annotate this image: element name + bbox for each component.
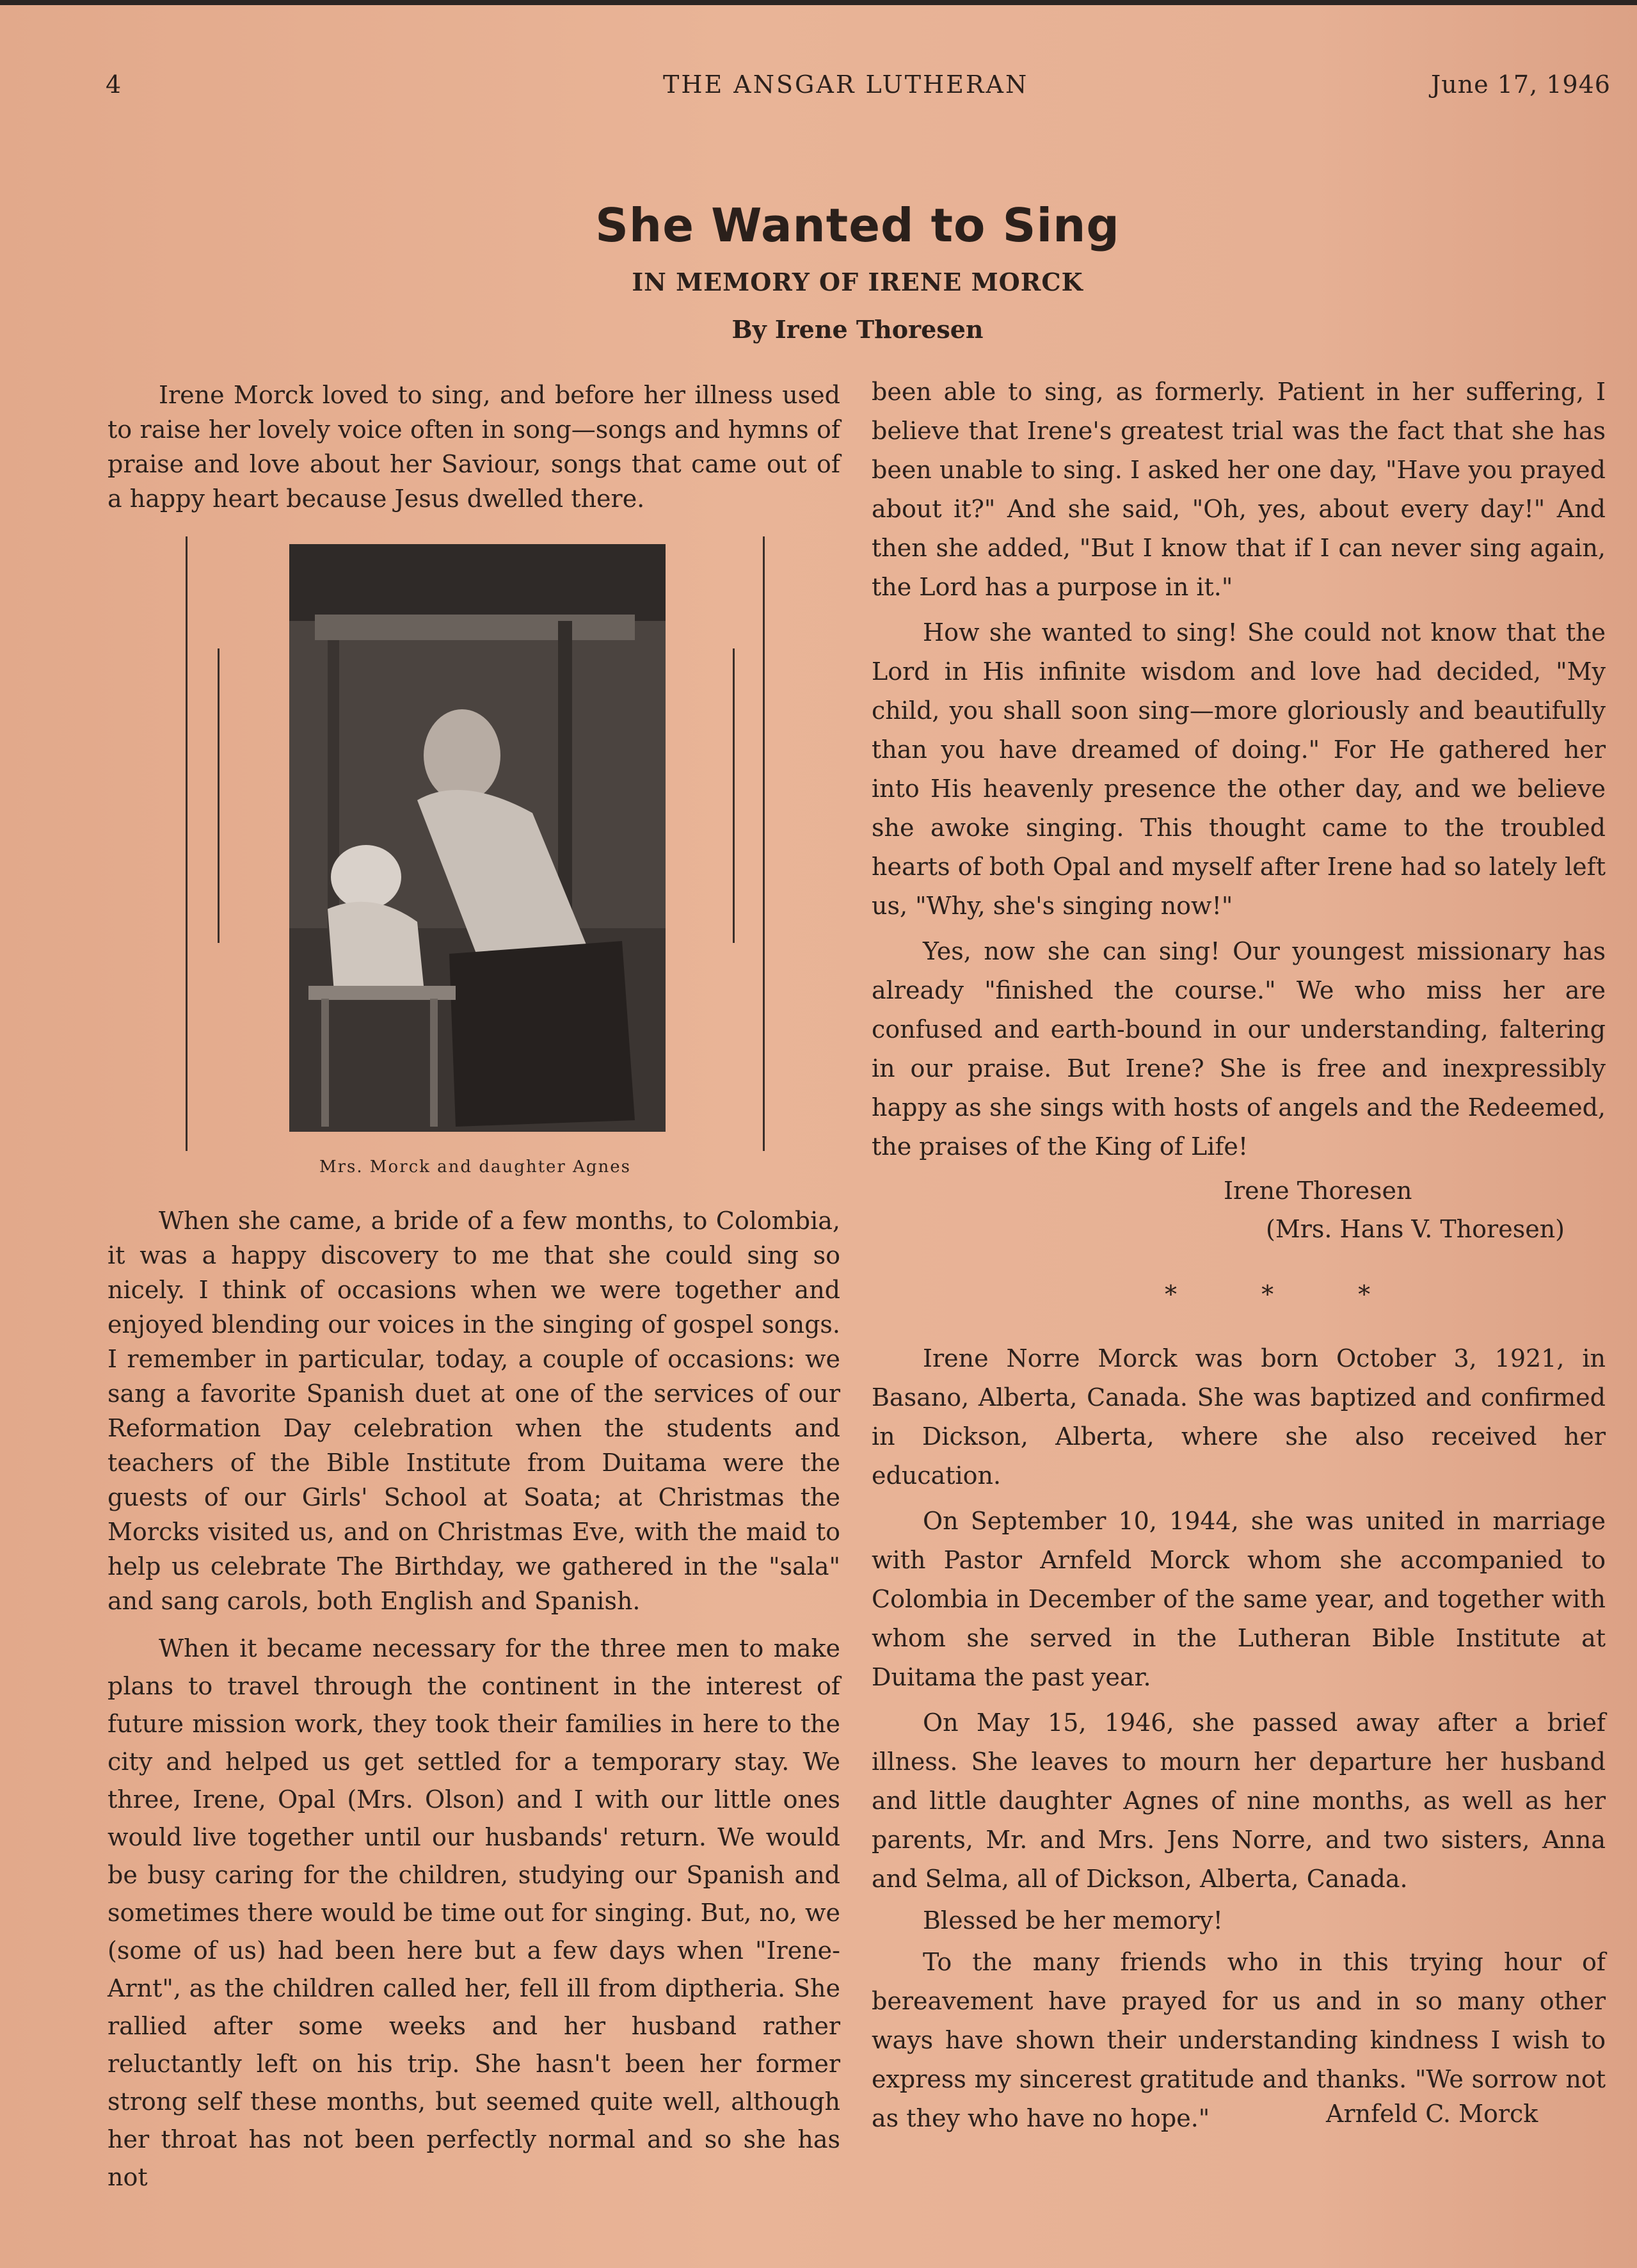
paragraph: When it became necessary for the three men to make plans to travel through the continent in the interest of future mission work, they took their families in here to the city and helped us get settled for a temporary stay. We three, Irene, Opal (Mrs. Olson) and I with our little ones would live together until our husbands' return. We would be busy caring for the children, studying our Spanish and sometimes there would be time out for singing. But, no, we (some of us) had been here but a few days when "Irene-Arnt", as the children called her, fell ill from diptheria. She rallied after some weeks and her husband rather reluctantly left on his trip. She hasn't been her former strong self these months, but seemed quite well, although her throat has not been perfectly normal and so she has not — [108, 1634, 840, 2191]
page-number: 4 — [106, 70, 122, 99]
paragraph: On September 10, 1944, she was united in marriage with Pastor Arnfeld Morck whom she accompanied to Colombia in December of the same year, and together with whom she served in the Lutheran Bible Institute at Duitama the past year. — [872, 1507, 1606, 1691]
paragraph: To the many friends who in this trying hour of bereavement have prayed for us and in so many other ways have shown their understanding kindness I wish to express my sincerest gratitude and thanks. "We sorrow not as they who have no hope." — [872, 1948, 1606, 2132]
section-separator: * * * — [1165, 1280, 1409, 1308]
obituary-section — [872, 1339, 1606, 2138]
article-subtitle: IN MEMORY OF IRENE MORCK — [632, 268, 1083, 296]
issue-date: June 17, 1946 — [1431, 70, 1611, 99]
paragraph: Irene Norre Morck was born October 3, 1921, in Basano, Alberta, Canada. She was baptized and confirmed in Dickson, Alberta, where she also received her education. — [872, 1344, 1606, 1490]
top-border — [0, 0, 1637, 5]
photo-mother-and-daughter — [289, 544, 666, 1132]
paragraph: Yes, now she can sing! Our youngest missionary has already "finished the course." We who miss her are confused and earth-bound in our understanding, faltering in our praise. But Irene? She is free and inexpressibly happy as she sings with hosts of angels and the Redeemed, the praises of the King of Life! — [872, 937, 1606, 1161]
photo-caption: Mrs. Morck and daughter Agnes — [319, 1157, 632, 1177]
signature-author-note: (Mrs. Hans V. Thoresen) — [1266, 1215, 1565, 1243]
right-column-article — [872, 373, 1606, 1166]
paragraph: How she wanted to sing! She could not know that the Lord in His infinite wisdom and love had decided, "My child, you shall soon sing—more gloriously and beautifully than you have dreamed of doing." For He gathered her into His heavenly presence the other day, and we believe she awoke singing. This thought came to the troubled hearts of both Opal and myself after Irene had so lately left us, "Why, she's singing now!" — [872, 618, 1606, 920]
frame-rule-right — [763, 536, 765, 1151]
article-title: She Wanted to Sing — [595, 198, 1120, 252]
left-column-intro — [108, 378, 840, 516]
publication-name: THE ANSGAR LUTHERAN — [663, 70, 1029, 99]
frame-rule-inner-left — [218, 648, 220, 943]
frame-rule-inner-right — [733, 648, 735, 943]
paragraph: When she came, a bride of a few months, to Colombia, it was a happy discovery to me that she could sing so nicely. I think of occasions when we were together and enjoyed blending our voices in the singing of gospel songs. I remember in particular, today, a couple of occasions: we sang a favorite Spanish duet at one of the services of our Reformation Day celebration when the students and teachers of the Bible Institute from Duitama were the guests of our Girls' School at Soata; at Christmas the Morcks visited us, and on Christmas Eve, with the maid to help us celebrate The Birthday, we gathered in the "sala" and sang carols, both English and Spanish. — [108, 1207, 840, 1615]
frame-rule-left — [186, 536, 188, 1151]
paragraph: On May 15, 1946, she passed away after a brief illness. She leaves to mourn her departure her husband and little daughter Agnes of nine months, as well as her parents, Mr. and Mrs. Jens Norre, and two sisters, Anna and Selma, all of Dickson, Alberta, Canada. — [872, 1709, 1606, 1893]
signature-author: Irene Thoresen — [1224, 1177, 1412, 1205]
left-column-body — [108, 1203, 840, 2196]
photo-illustration — [289, 544, 666, 1132]
article-byline: By Irene Thoresen — [731, 315, 984, 344]
photo-frame — [186, 536, 765, 1151]
signature-husband: Arnfeld C. Morck — [1326, 2100, 1538, 2128]
paragraph: been able to sing, as formerly. Patient in her suffering, I believe that Irene's greatest trial was the fact that she has been unable to sing. I asked her one day, "Have you prayed about it?" And she said, "Oh, yes, about every day!" And then she added, "But I know that if I can never sing again, the Lord has a purpose in it." — [872, 378, 1606, 601]
paragraph: Irene Morck loved to sing, and before her illness used to raise her lovely voice often in song—songs and hymns of praise and love about her Saviour, songs that came out of a happy heart because Jesus dwelled there. — [108, 381, 840, 513]
paragraph: Blessed be her memory! — [923, 1906, 1223, 1934]
